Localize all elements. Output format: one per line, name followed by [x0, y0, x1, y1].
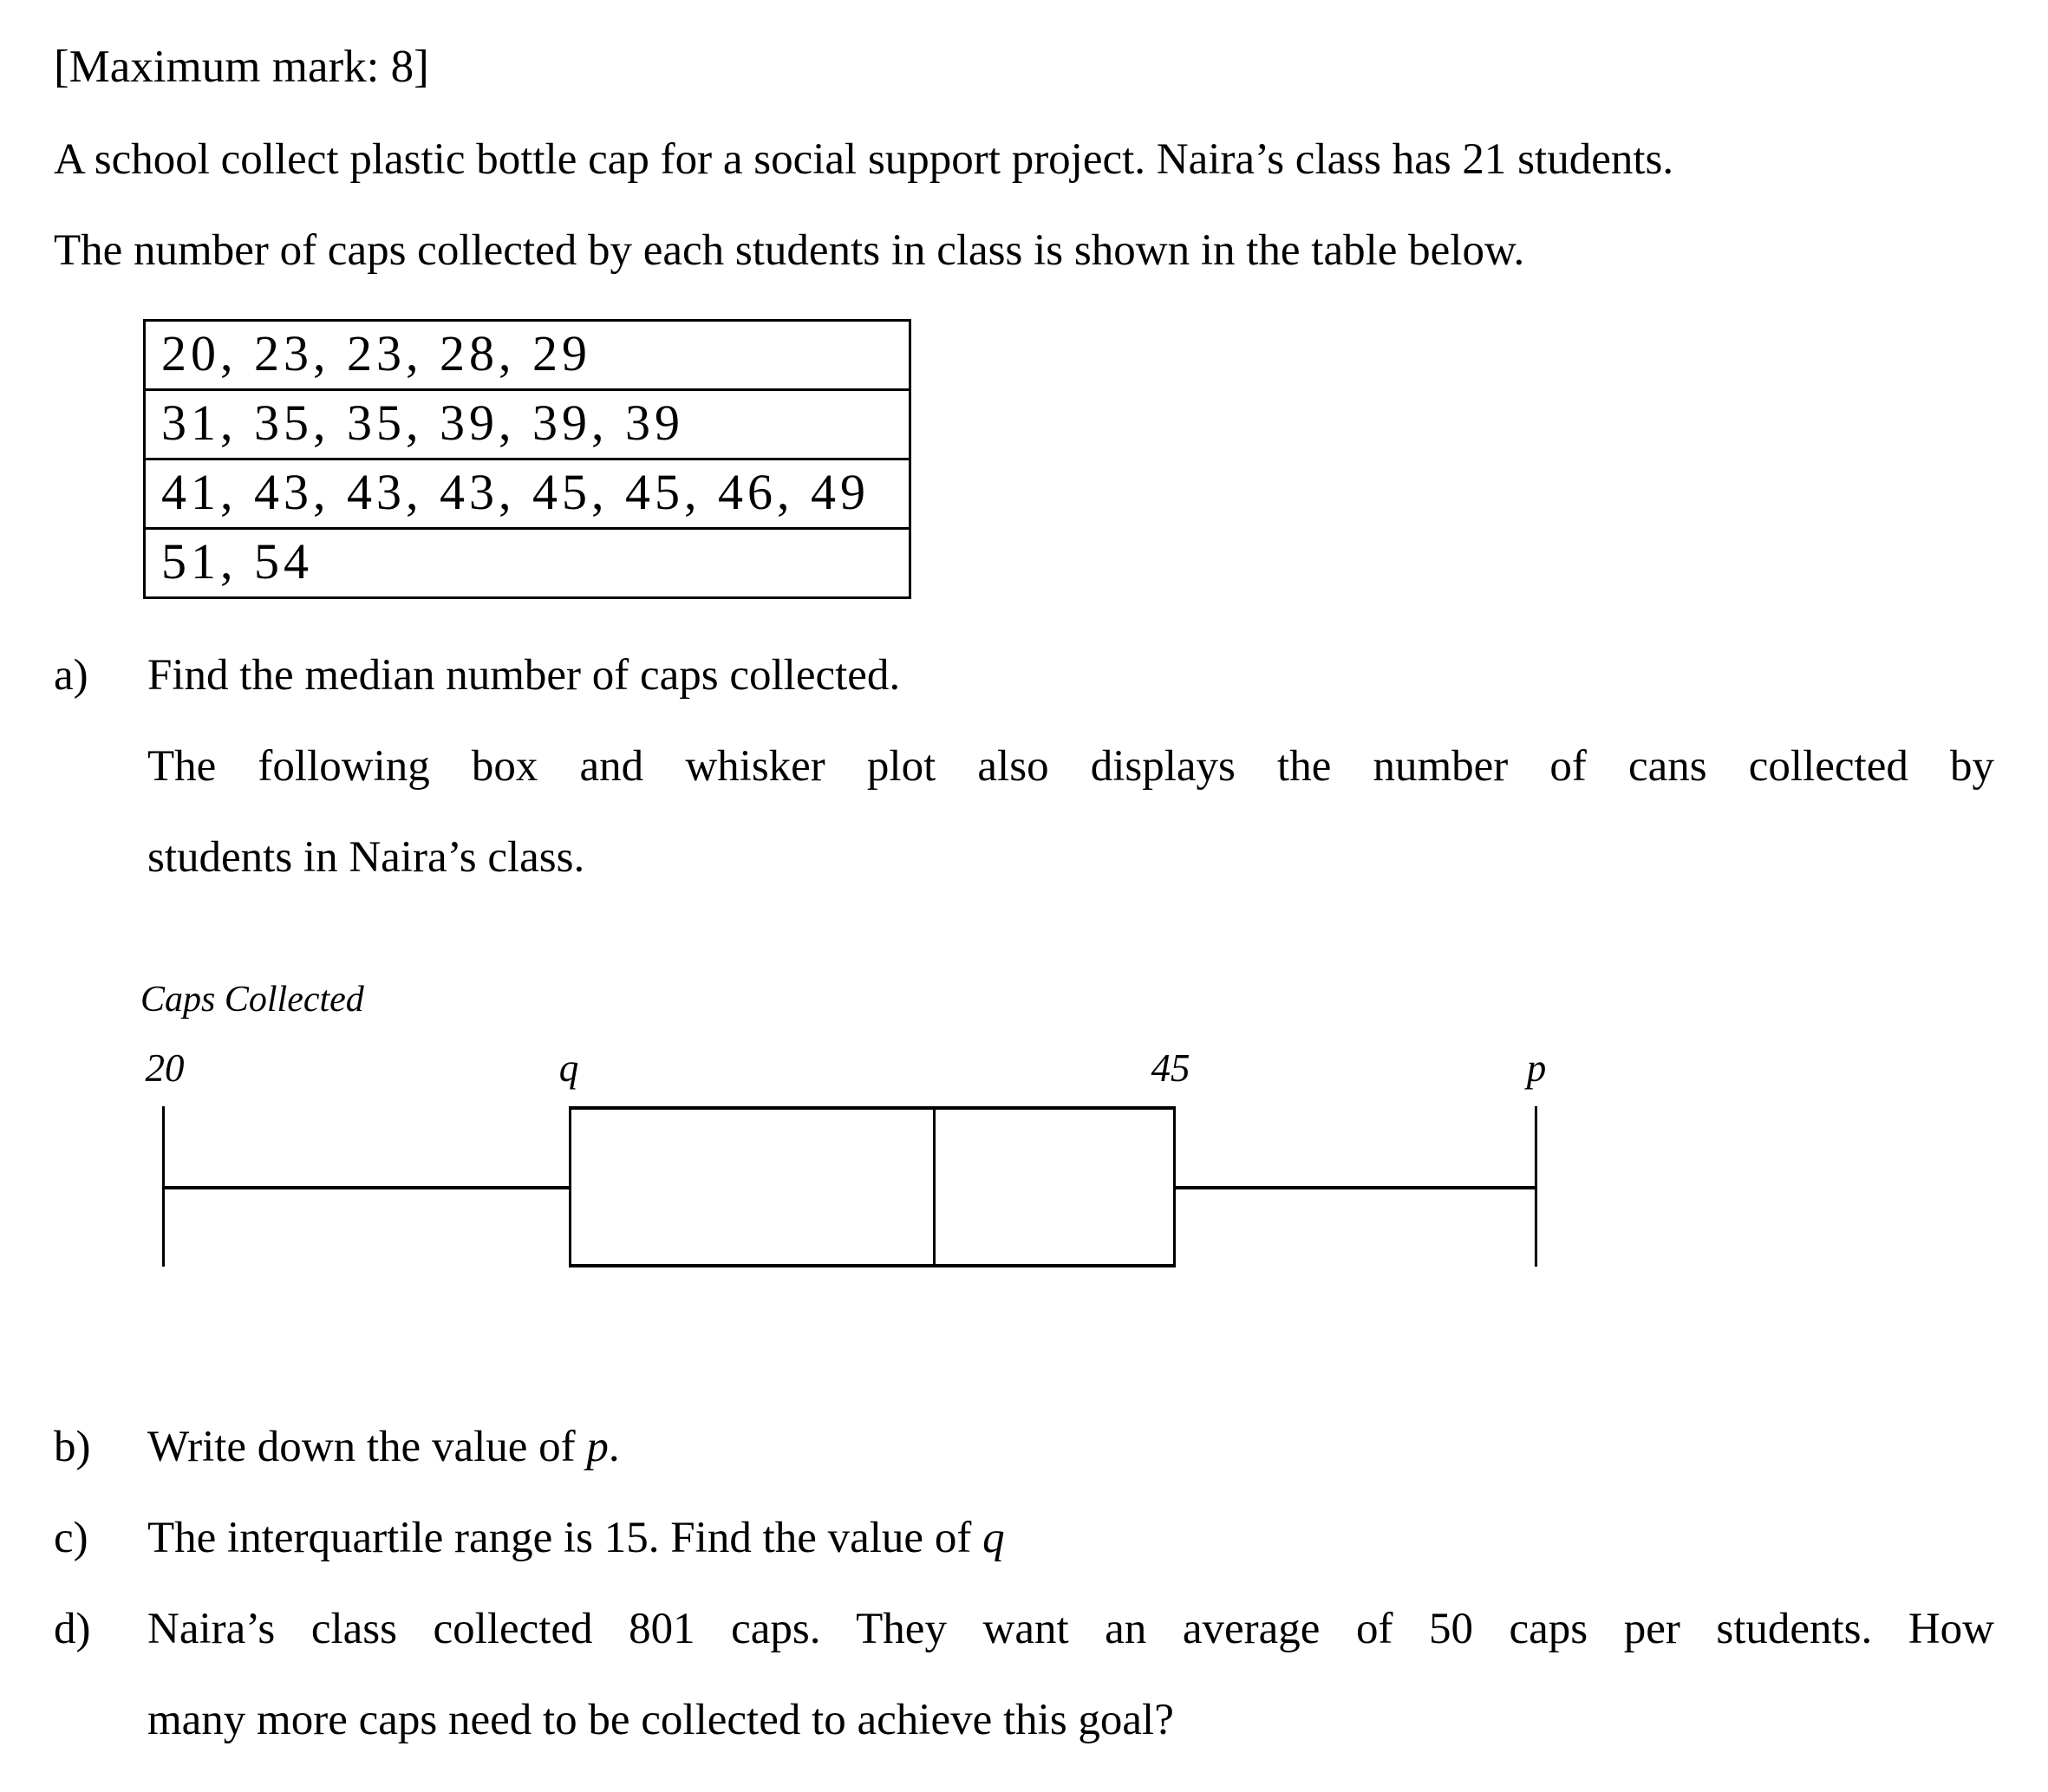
part-c-body	[147, 1493, 1994, 1584]
table-cell-row-4: 51, 54	[145, 529, 910, 598]
part-d-line-1: Naira’s class collected 801 caps. They want an average of 50 caps per students. How	[147, 1605, 1994, 1653]
boxplot-min-label: 20	[145, 1046, 185, 1090]
part-d-label: d)	[54, 1605, 91, 1653]
part-c-text: The interquartile range is 15. Find the value of	[147, 1514, 983, 1562]
part-c-label: c)	[54, 1514, 88, 1562]
part-a-body	[147, 630, 1994, 903]
part-b-text: Write down the value of	[147, 1423, 587, 1471]
part-d-body	[147, 1584, 1994, 1766]
part-d	[54, 1584, 1994, 1766]
intro-line-1: A school collect plastic bottle cap for a social support project. Naira’s class has 21 students.	[54, 135, 1674, 184]
table-cell-row-3: 41, 43, 43, 43, 45, 45, 46, 49	[145, 459, 910, 529]
boxplot-left-whisker-line	[164, 1186, 569, 1189]
part-a	[54, 630, 1994, 903]
caps-data-table	[143, 319, 911, 599]
boxplot-median-line	[933, 1110, 936, 1264]
part-a-line-3: students in Naira’s class.	[147, 833, 585, 882]
parts-b-c-d	[54, 1402, 1994, 1766]
max-mark-line: [Maximum mark: 8]	[54, 42, 429, 92]
part-b	[54, 1402, 1994, 1493]
table-row	[145, 529, 910, 598]
table-cell-row-1: 20, 23, 23, 28, 29	[145, 321, 910, 390]
intro-paragraph	[54, 114, 1994, 296]
boxplot-title: Caps Collected	[140, 980, 364, 1020]
table-row	[145, 390, 910, 459]
boxplot-figure	[54, 955, 1994, 1267]
part-a-label: a)	[54, 651, 88, 700]
boxplot-max-label: p	[1526, 1046, 1547, 1090]
table-cell-row-2: 31, 35, 35, 39, 39, 39	[145, 390, 910, 459]
part-b-label: b)	[54, 1423, 91, 1471]
part-b-body	[147, 1402, 1994, 1493]
part-c	[54, 1493, 1994, 1584]
intro-line-2: The number of caps collected by each students in class is shown in the table below.	[54, 226, 1525, 275]
part-b-variable: p	[586, 1423, 609, 1471]
part-a-line-2: The following box and whisker plot also displays the number of cans collected by	[147, 742, 1994, 791]
table-row	[145, 321, 910, 390]
boxplot-q1-label: q	[558, 1046, 579, 1090]
boxplot-q3-label: 45	[1151, 1046, 1190, 1090]
part-b-suffix: .	[608, 1423, 620, 1471]
boxplot-box	[569, 1106, 1176, 1267]
boxplot-max-whisker-tick	[1535, 1106, 1537, 1267]
part-a-line-1: Find the median number of caps collected.	[147, 651, 901, 700]
boxplot-right-whisker-line	[1176, 1186, 1536, 1189]
part-c-variable: q	[982, 1514, 1005, 1562]
table-row	[145, 459, 910, 529]
part-d-line-2: many more caps need to be collected to achieve this goal?	[147, 1696, 1174, 1744]
